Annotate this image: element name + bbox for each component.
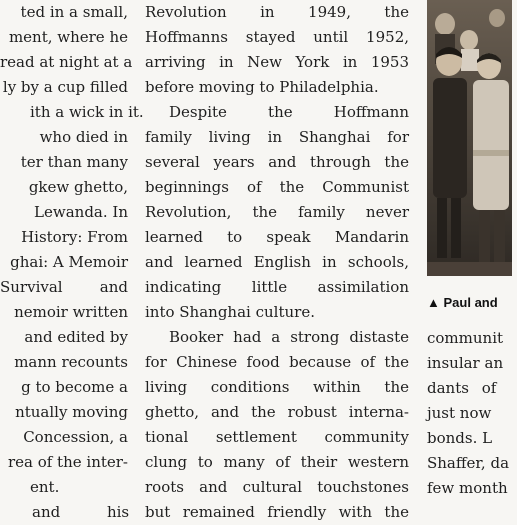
- text-line: just now: [427, 404, 492, 422]
- text-line: for Chinese food because of the: [145, 353, 409, 371]
- text-line: g to become a: [21, 378, 128, 396]
- text-line: who died in: [39, 128, 128, 146]
- text-line: Shaffer, da: [427, 454, 510, 472]
- text-line: roots and cultural touchstones: [145, 478, 409, 496]
- right-text-column: [427, 326, 517, 501]
- text-line: mann recounts: [14, 353, 128, 371]
- text-line: Concession, a: [23, 428, 128, 446]
- text-line: nemoir written: [14, 303, 128, 321]
- paragraph-start-line: Booker had a strong distaste: [169, 328, 409, 346]
- caption-text: Paul and: [443, 295, 498, 310]
- text-line: few month: [427, 479, 508, 497]
- photo-image: [427, 0, 512, 276]
- text-line: ment, where he: [8, 28, 128, 46]
- text-line: tional settlement community: [145, 428, 409, 446]
- text-line: ghetto, and the robust interna-: [145, 403, 409, 421]
- text-line: dants of: [427, 379, 497, 397]
- text-line: and learned English in schools,: [145, 253, 409, 271]
- text-line: Hoffmanns stayed until 1952,: [145, 28, 409, 46]
- text-line: Revolution in 1949, the: [145, 3, 409, 21]
- text-line: before moving to Philadelphia.: [145, 78, 379, 96]
- text-line: History: From: [21, 228, 128, 246]
- text-line: bonds. L: [427, 429, 493, 447]
- text-line: gkew ghetto,: [28, 178, 128, 196]
- text-line: ly by a cup filled: [2, 78, 128, 96]
- photo-caption: [427, 294, 517, 312]
- text-line: arriving in New York in 1953: [145, 53, 409, 71]
- triangle-up-icon: ▲: [427, 295, 440, 310]
- text-line: insular an: [427, 354, 504, 372]
- text-line: living conditions within the: [145, 378, 409, 396]
- left-text-column: [0, 0, 144, 525]
- text-line: ter than many: [20, 153, 128, 171]
- text-line: Revolution, the family never: [145, 203, 409, 221]
- text-line: several years and through the: [145, 153, 409, 171]
- text-line: into Shanghai culture.: [145, 303, 315, 321]
- text-line: communit: [427, 329, 504, 347]
- paragraph-start-line: Despite the Hoffmann: [169, 103, 409, 121]
- text-line: rea of the inter-: [7, 453, 128, 471]
- text-line: Lewanda. In: [34, 203, 128, 221]
- text-line: Survival and: [0, 278, 128, 296]
- historical-photo: [427, 0, 512, 276]
- text-line: ntually moving: [15, 403, 128, 421]
- middle-text-column: [145, 0, 409, 525]
- text-line: beginnings of the Communist: [145, 178, 409, 196]
- text-line: ted in a small,: [20, 3, 128, 21]
- text-line: and his: [32, 503, 130, 521]
- text-line: indicating little assimilation: [145, 278, 409, 296]
- text-line: and edited by: [24, 328, 128, 346]
- text-line: ent.: [30, 478, 60, 496]
- text-line: clung to many of their western: [145, 453, 409, 471]
- text-line: but remained friendly with the: [145, 503, 409, 521]
- text-line: read at night at a: [0, 53, 133, 71]
- text-line: ghai: A Memoir: [10, 253, 128, 271]
- text-line: family living in Shanghai for: [145, 128, 409, 146]
- text-line: learned to speak Mandarin: [145, 228, 409, 246]
- text-line: ith a wick in it.: [30, 103, 144, 121]
